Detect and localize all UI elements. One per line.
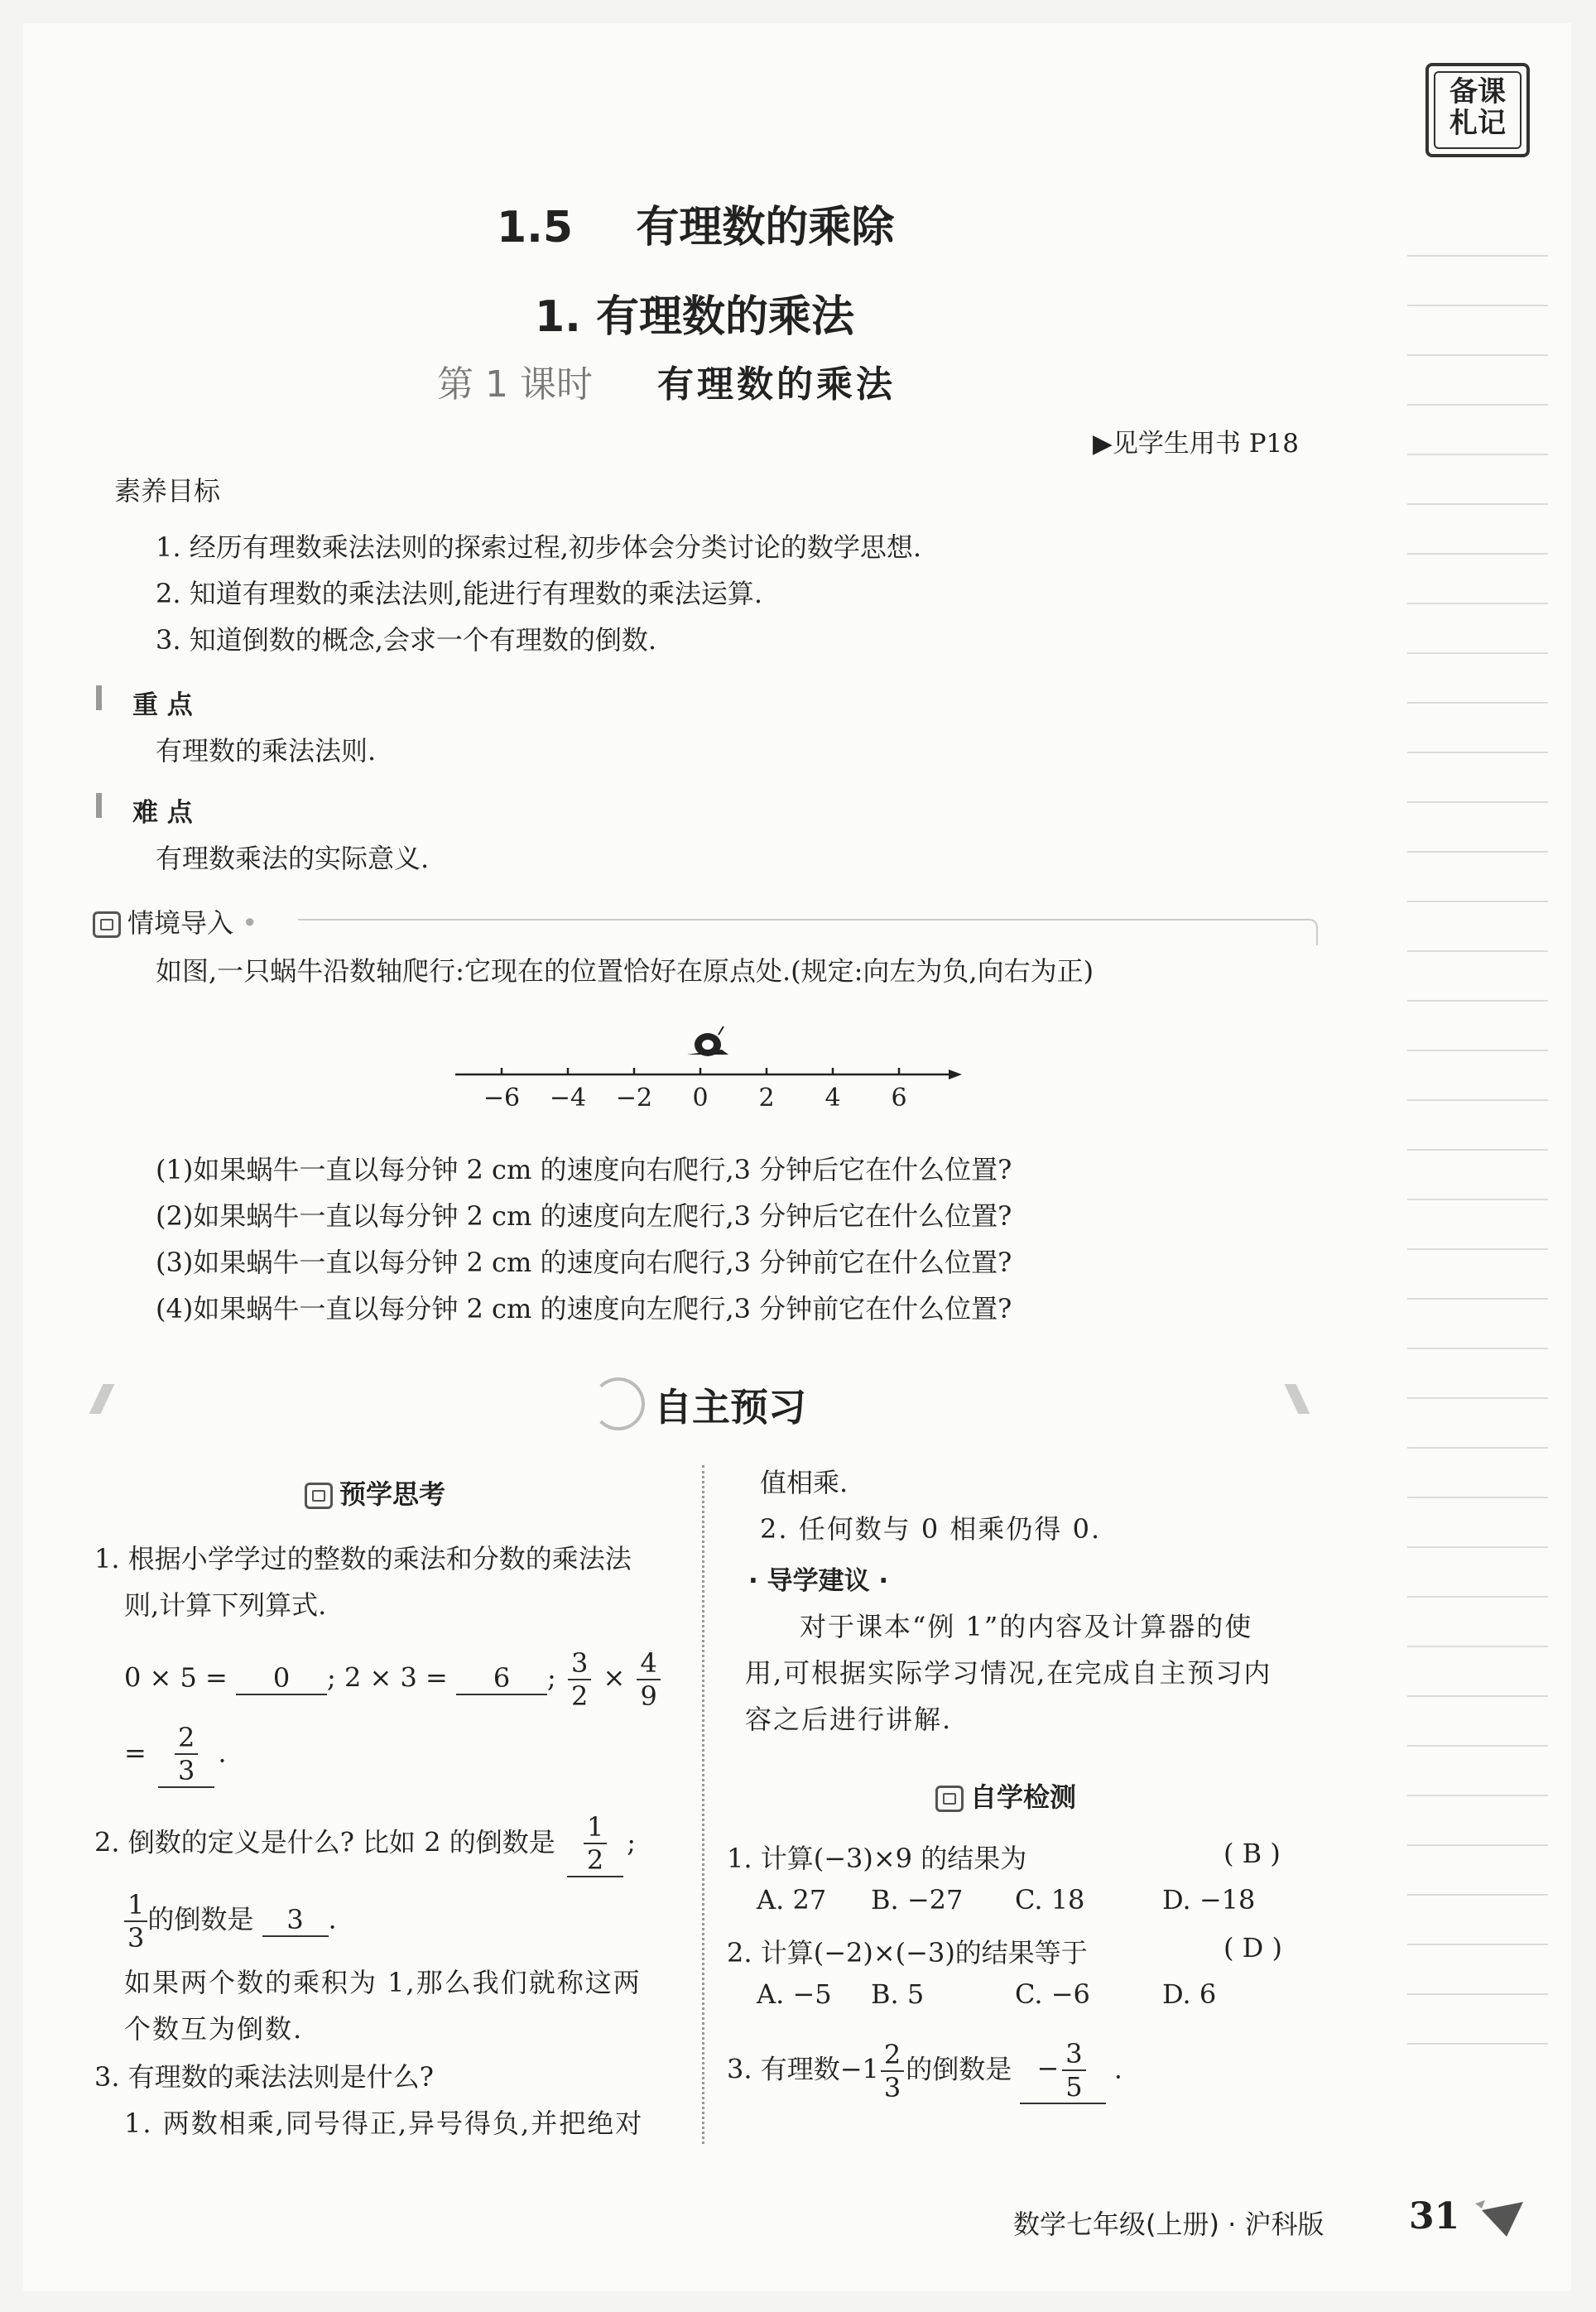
- numerator: 2: [175, 1722, 198, 1755]
- q2-text: 2. 倒数的定义是什么? 比如 2 的倒数是: [94, 1826, 555, 1858]
- preview-q2-line2: [124, 1889, 337, 1954]
- denominator: 3: [127, 1922, 145, 1954]
- intro-question: (1)如果蜗牛一直以每分钟 2 cm 的速度向右爬行,3 分钟后它在什么位置?: [156, 1154, 1012, 1185]
- intro-divider: [298, 919, 1308, 920]
- period: .: [1113, 2053, 1122, 2085]
- check-heading-text: 自学检测: [970, 1781, 1077, 1813]
- scene-icon: [93, 911, 121, 938]
- check-q1: 1. 计算(−3)×9 的结果为: [727, 1843, 1027, 1874]
- denominator: 2: [570, 1680, 589, 1712]
- check-q3: [727, 2038, 1122, 2104]
- fraction: [637, 1647, 660, 1712]
- reciprocal-definition: 如果两个数的乘积为 1,那么我们就称这两: [124, 1967, 642, 1998]
- axis-tick-label: −2: [615, 1084, 653, 1113]
- check-icon: [935, 1786, 964, 1812]
- preview-icon: [305, 1483, 333, 1509]
- denominator: 3: [883, 2072, 901, 2103]
- answer-blank: 0: [236, 1662, 327, 1695]
- preview-q1-equations: [124, 1647, 664, 1712]
- lesson-prefix: 第: [437, 363, 474, 406]
- stamp-line2: 札记: [1449, 107, 1506, 140]
- preview-q1-line1: 1. 根据小学学过的整数的乘法和分数的乘法法: [94, 1543, 632, 1574]
- axis-tick-label: −6: [483, 1084, 521, 1113]
- check-q2-option: D. 6: [1162, 1978, 1217, 2010]
- triangle-icon: ▶: [1093, 429, 1113, 459]
- axis-tick-label: −4: [549, 1084, 587, 1113]
- check-q2-option: B. 5: [871, 1978, 925, 2010]
- goal-item: 1. 经历有理数乘法法则的探索过程,初步体会分类讨论的数学思想.: [156, 531, 922, 563]
- intro-question: (4)如果蜗牛一直以每分钟 2 cm 的速度向左爬行,3 分钟前它在什么位置?: [156, 1293, 1012, 1324]
- preview-q3-answer: 1. 两数相乘,同号得正,异号得负,并把绝对: [124, 2108, 644, 2139]
- mixed-fraction: [881, 2039, 904, 2103]
- separator: ;: [627, 1826, 637, 1858]
- check-q2: 2. 计算(−2)×(−3)的结果等于: [727, 1937, 1088, 1968]
- corner-arrow-icon: [1473, 2194, 1531, 2243]
- difficulty-heading: 难 点: [132, 798, 193, 828]
- numerator: 2: [881, 2039, 904, 2072]
- footer-book: 数学七年级(上册) · 沪科版: [1013, 2209, 1324, 2240]
- check-q1-option: B. −27: [871, 1884, 964, 1915]
- axis-tick-label: 4: [824, 1084, 841, 1113]
- denominator: 5: [1065, 2071, 1083, 2103]
- key-bar: [96, 685, 102, 710]
- eq1: 0 × 5 =: [124, 1661, 228, 1694]
- intro-divider-corner: [1308, 919, 1318, 945]
- numerator: 4: [637, 1647, 660, 1680]
- axis-tick-label: 2: [758, 1084, 775, 1113]
- notes-stamp: [1425, 63, 1530, 157]
- fraction: [568, 1647, 591, 1712]
- period: .: [328, 1903, 337, 1935]
- check-q2-option: A. −5: [757, 1978, 832, 2010]
- equals-sign: =: [124, 1737, 147, 1769]
- preview-q1-result: [124, 1722, 227, 1788]
- preview-heading-text: 预学思考: [339, 1478, 446, 1510]
- numerator: 3: [1062, 2038, 1085, 2071]
- rule-continued: 值相乘.: [760, 1467, 848, 1498]
- denominator: 2: [586, 1844, 604, 1876]
- preview-q2: [94, 1811, 636, 1877]
- minus-sign: −: [1036, 2052, 1060, 2084]
- key-heading: 重 点: [132, 690, 193, 720]
- guide-text: 对于课本“例 1”的内容及计算器的使: [800, 1611, 1253, 1642]
- times-sign: ×: [603, 1661, 626, 1694]
- check-q1-option: D. −18: [1162, 1884, 1256, 1915]
- numerator: 1: [584, 1811, 607, 1844]
- preview-q3: 3. 有理数的乘法法则是什么?: [94, 2061, 434, 2093]
- q3-text: 3. 有理数−1: [727, 2053, 879, 2085]
- check-q2-option: C. −6: [1015, 1978, 1090, 2010]
- section-name: 有理数的乘除: [636, 203, 895, 252]
- q2-text2: 的倒数是: [147, 1903, 254, 1935]
- goals-heading: 素养目标: [114, 475, 221, 507]
- difficulty-bar: [96, 793, 102, 818]
- denominator: 3: [177, 1755, 195, 1786]
- section-number: 1.5: [497, 203, 574, 252]
- guide-text: 用,可根据实际学习情况,在完成自主预习内: [745, 1657, 1272, 1689]
- preview-heading: [305, 1473, 445, 1512]
- rule-2: 2. 任何数与 0 相乘仍得 0.: [760, 1513, 1102, 1545]
- intro-heading: 情境导入 •: [93, 902, 257, 940]
- difficulty-text: 有理数乘法的实际意义.: [156, 843, 430, 874]
- intro-question: (2)如果蜗牛一直以每分钟 2 cm 的速度向左爬行,3 分钟后它在什么位置?: [156, 1200, 1012, 1232]
- intro-heading-text: 情境导入: [127, 907, 234, 939]
- guide-heading: · 导学建议 ·: [748, 1566, 889, 1596]
- preview-q1-line2: 则,计算下列算式.: [124, 1589, 327, 1621]
- goal-item: 3. 知道倒数的概念,会求一个有理数的倒数.: [156, 624, 657, 656]
- check-q1-option: C. 18: [1015, 1884, 1085, 1915]
- stamp-line1: 备课: [1449, 75, 1506, 108]
- note-lines: [1407, 207, 1548, 2069]
- reference-text: 见学生用书 P18: [1112, 429, 1300, 459]
- subsection-title: 1. 有理数的乘法: [535, 292, 855, 342]
- lesson-name: 有理数的乘法: [657, 363, 896, 406]
- q3-text2: 的倒数是: [906, 2053, 1012, 2085]
- banner-swirl-icon: [592, 1377, 645, 1430]
- answer-blank: 3: [262, 1904, 329, 1937]
- period: .: [218, 1737, 227, 1769]
- numerator: 1: [124, 1889, 147, 1922]
- check-q1-answer: ( B ): [1223, 1838, 1281, 1869]
- column-divider: [702, 1465, 704, 2144]
- guide-text: 容之后进行讲解.: [745, 1704, 953, 1735]
- page-number: 31: [1409, 2195, 1460, 2237]
- key-text: 有理数的乘法法则.: [156, 735, 377, 767]
- answer-fraction: [158, 1722, 214, 1788]
- intro-text: 如图,一只蜗牛沿数轴爬行:它现在的位置恰好在原点处.(规定:向左为负,向右为正): [156, 955, 1094, 987]
- answer-fraction: [567, 1811, 623, 1877]
- answer-blank: [1020, 2038, 1105, 2104]
- fraction: [124, 1889, 147, 1954]
- eq2: 2 × 3 =: [344, 1661, 448, 1694]
- numerator: 3: [568, 1647, 591, 1680]
- axis-tick-label: 0: [692, 1084, 709, 1113]
- check-heading: [935, 1776, 1076, 1815]
- denominator: 9: [640, 1680, 657, 1712]
- answer-fraction: [1062, 2038, 1085, 2103]
- check-q2-answer: ( D ): [1223, 1932, 1282, 1964]
- snail-icon: [687, 1026, 728, 1056]
- reciprocal-definition-2: 个数互为倒数.: [124, 2013, 304, 2045]
- separator: ;: [547, 1661, 556, 1694]
- number-line: [447, 1017, 969, 1116]
- answer-blank: 6: [456, 1662, 547, 1695]
- separator: ;: [327, 1661, 336, 1694]
- goal-item: 2. 知道有理数的乘法法则,能进行有理数的乘法运算.: [156, 578, 763, 609]
- intro-question: (3)如果蜗牛一直以每分钟 2 cm 的速度向右爬行,3 分钟前它在什么位置?: [156, 1247, 1012, 1278]
- lesson-title: [437, 354, 896, 407]
- axis-tick-label: 6: [891, 1084, 907, 1113]
- section-title: [497, 192, 894, 254]
- lesson-number: 1: [485, 363, 508, 406]
- book-reference: [1093, 422, 1299, 459]
- self-study-title: 自主预习: [654, 1385, 806, 1430]
- lesson-suffix: 课时: [520, 363, 593, 406]
- check-q1-option: A. 27: [757, 1884, 827, 1915]
